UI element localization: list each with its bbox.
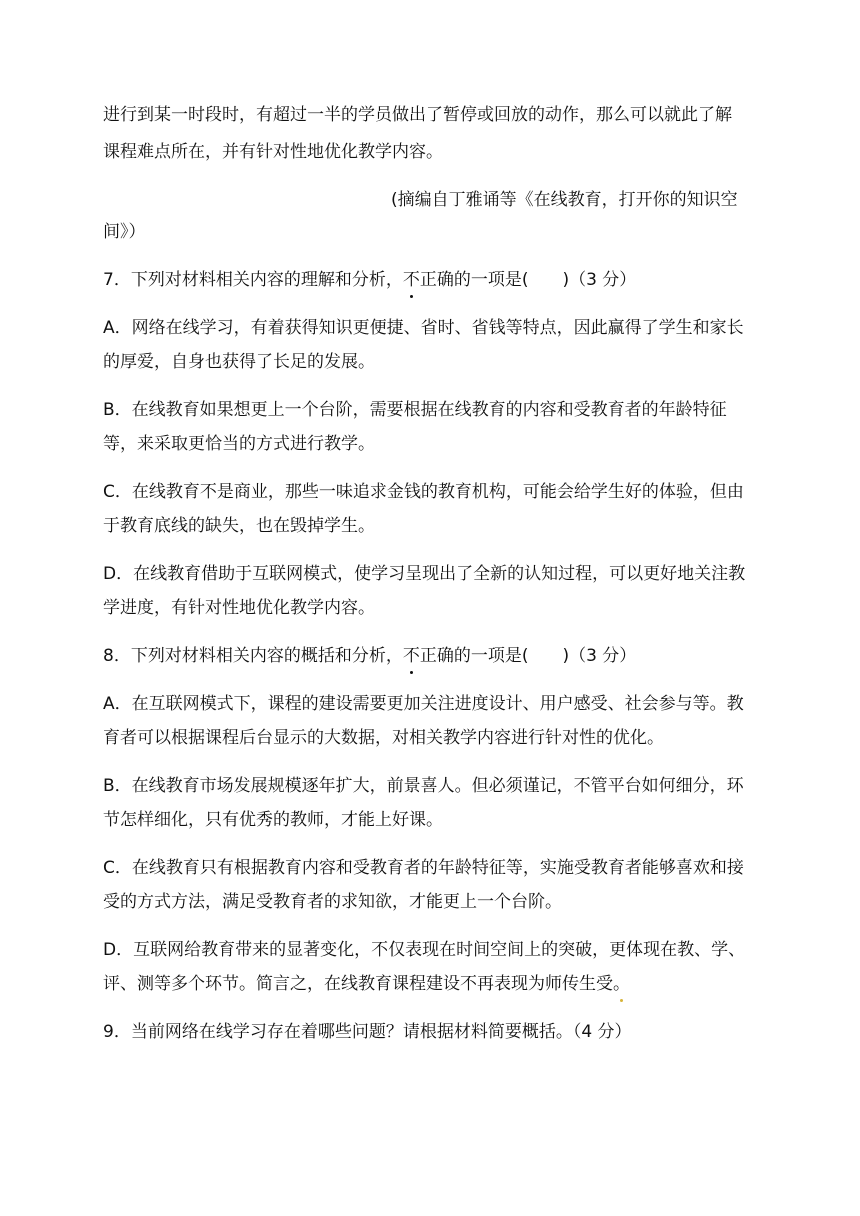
option-c-cont: 于教育底线的缺失，也在毁掉学生。 xyxy=(103,516,375,536)
option-c: C．在线教育只有根据教育内容和受教育者的年龄特征等，实施受教育者能够喜欢和接 xyxy=(103,858,744,878)
passage-line: 课程难点所在，并有针对性地优化教学内容。 xyxy=(103,142,443,162)
source-citation: 间》） xyxy=(103,222,146,242)
option-c: C．在线教育不是商业，那些一味追求金钱的教育机构，可能会给学生好的体验，但由 xyxy=(103,482,744,502)
option-a: A．在互联网模式下，课程的建设需要更加关注进度设计、用户感受、社会参与等。教 xyxy=(103,694,744,714)
option-d: D．在线教育借助于互联网模式，使学习呈现出了全新的认知过程，可以更好地关注教 xyxy=(103,564,746,584)
option-a-cont: 育者可以根据课程后台显示的大数据，对相关教学内容进行针对性的优化。 xyxy=(103,728,664,748)
emphasis-mark: 不 xyxy=(402,646,420,666)
option-d-cont xyxy=(103,972,630,996)
option-d-cont: 学进度，有针对性地优化教学内容。 xyxy=(103,598,375,618)
option-b: B．在线教育市场发展规模逐年扩大，前景喜人。但必须谨记，不管平台如何细分，环 xyxy=(103,776,744,796)
emphasis-mark: 。 xyxy=(613,974,630,994)
question-8-prefix: 8．下列对材料相关内容的概括和分析， xyxy=(103,646,403,666)
option-d-cont-text: 评、测等多个环节。简言之，在线教育课程建设不再表现为师传生受 xyxy=(103,974,613,994)
option-b-cont: 节怎样细化，只有优秀的教师，才能上好课。 xyxy=(103,810,443,830)
option-c-cont: 受的方式方法，满足受教育者的求知欲，才能更上一个台阶。 xyxy=(103,892,562,912)
option-d: D．互联网给教育带来的显著变化，不仅表现在时间空间上的突破，更体现在教、学、 xyxy=(103,940,746,960)
option-a-cont: 的厚爱，自身也获得了长足的发展。 xyxy=(103,352,375,372)
passage-line: 进行到某一时段时，有超过一半的学员做出了暂停或回放的动作，那么可以就此了解 xyxy=(103,105,732,125)
question-9-stem: 9．当前网络在线学习存在着哪些问题？请根据材料简要概括。（4 分） xyxy=(103,1022,632,1042)
question-7-stem xyxy=(103,268,636,292)
source-citation: (摘编自丁雅诵等《在线教育，打开你的知识空 xyxy=(391,190,738,210)
question-7-suffix: 正确的一项是( )（3 分） xyxy=(419,270,637,290)
question-7-prefix: 7．下列对材料相关内容的理解和分析， xyxy=(103,270,403,290)
question-8-suffix: 正确的一项是( )（3 分） xyxy=(419,646,637,666)
emphasis-mark: 不 xyxy=(402,270,420,290)
question-8-stem xyxy=(103,644,636,668)
option-a: A．网络在线学习，有着获得知识更便捷、省时、省钱等特点，因此赢得了学生和家长 xyxy=(103,318,744,338)
option-b-cont: 等，来采取更恰当的方式进行教学。 xyxy=(103,434,375,454)
option-b: B．在线教育如果想更上一个台阶，需要根据在线教育的内容和受教育者的年龄特征 xyxy=(103,400,727,420)
